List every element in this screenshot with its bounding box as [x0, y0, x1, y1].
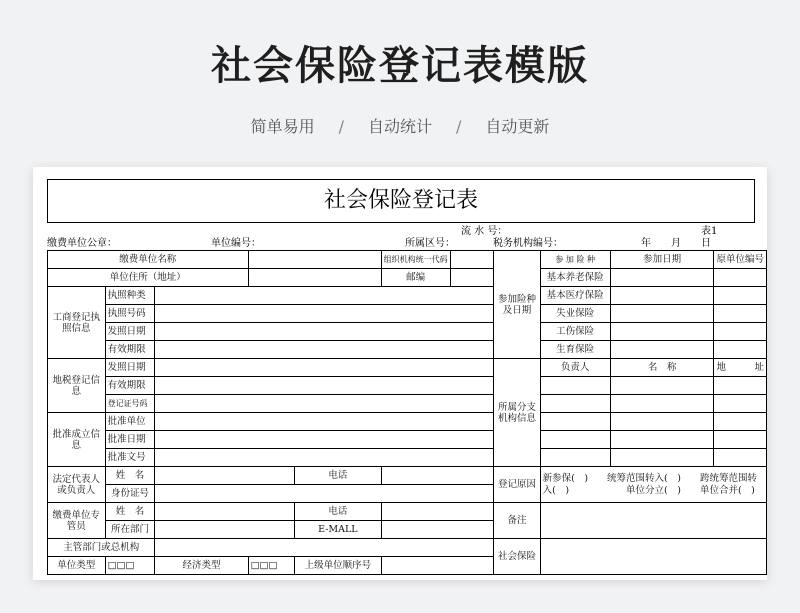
- approval-info-label: 批准成立信息: [48, 413, 106, 467]
- branch-4-name-field[interactable]: [610, 431, 714, 449]
- unit-name-field[interactable]: [248, 251, 381, 269]
- license-type-field[interactable]: [155, 287, 494, 305]
- branch-5-address-field[interactable]: [714, 449, 767, 467]
- subtitle: [0, 114, 800, 137]
- reg-reason-options[interactable]: 新参保( ) 统筹范围转入( ) 跨统筹范围转入( ) 单位分立( ) 单位合并( ): [540, 467, 766, 503]
- maternity-unit-field[interactable]: [714, 341, 767, 359]
- branch-1-address-field[interactable]: [714, 377, 767, 395]
- org-code-label: 组织机构统一代码: [381, 251, 450, 269]
- extra-section-field[interactable]: [540, 539, 766, 575]
- tax-valid-period-label: 有效期限: [105, 377, 155, 395]
- postcode-field[interactable]: [450, 269, 494, 287]
- form-date-label: 年 月 日: [641, 238, 711, 249]
- tax-issue-date-label: 发照日期: [105, 359, 155, 377]
- email-field[interactable]: [381, 521, 494, 539]
- unit-number-label: 单位编号：: [211, 238, 261, 249]
- postcode-label: 邮编: [381, 269, 450, 287]
- orig-unit-number-header: 原单位编号: [714, 251, 767, 269]
- admin-name-label: 姓 名: [105, 503, 155, 521]
- subtitle-item-easy: 简单易用: [250, 117, 315, 136]
- branch-1-manager-field[interactable]: [540, 377, 610, 395]
- valid-period-label: 有效期限: [105, 341, 155, 359]
- medical-date-field[interactable]: [610, 287, 714, 305]
- reg-cert-number-label: 登记证号码: [105, 395, 155, 413]
- pension-date-field[interactable]: [610, 269, 714, 287]
- branch-3-manager-field[interactable]: [540, 413, 610, 431]
- legal-rep-phone-field[interactable]: [381, 467, 494, 485]
- approval-doc-field[interactable]: [155, 449, 494, 467]
- tax-office-number-label: 税务机构编号：: [493, 238, 563, 249]
- branch-address-header: 地 址: [714, 359, 767, 377]
- approval-unit-label: 批准单位: [105, 413, 155, 431]
- admin-phone-field[interactable]: [381, 503, 494, 521]
- reg-cert-number-field[interactable]: [155, 395, 494, 413]
- branch-1-name-field[interactable]: [610, 377, 714, 395]
- medical-unit-field[interactable]: [714, 287, 767, 305]
- insurance-type-header: 参 加 险 种: [540, 251, 610, 269]
- legal-rep-name-field[interactable]: [155, 467, 295, 485]
- department-label: 所在部门: [105, 521, 155, 539]
- branches-label: 所属分支机构信息: [494, 359, 540, 467]
- form-preview-card: [33, 167, 767, 580]
- injury-unit-field[interactable]: [714, 323, 767, 341]
- address-field[interactable]: [248, 269, 381, 287]
- maternity-label: 生育保险: [540, 341, 610, 359]
- insurance-types-label: 参加险种及日期: [494, 251, 540, 359]
- injury-label: 工伤保险: [540, 323, 610, 341]
- issue-date-label: 发照日期: [105, 323, 155, 341]
- subtitle-separator: /: [456, 117, 462, 136]
- branch-name-header: 名 称: [610, 359, 714, 377]
- reg-reason-label: 登记原因: [494, 467, 540, 503]
- extra-section-label: 社会保险: [494, 539, 540, 575]
- branch-manager-header: 负责人: [540, 359, 610, 377]
- page-title: 社会保险登记表模版: [211, 43, 589, 89]
- unit-name-label: 缴费单位名称: [48, 251, 249, 269]
- econ-type-label: 经济类型: [155, 557, 248, 575]
- admin-phone-label: 电话: [295, 503, 381, 521]
- org-code-field[interactable]: [450, 251, 494, 269]
- branch-5-manager-field[interactable]: [540, 449, 610, 467]
- form-title: 社会保险登记表: [47, 179, 755, 223]
- legal-rep-name-label: 姓 名: [105, 467, 155, 485]
- branch-5-name-field[interactable]: [610, 449, 714, 467]
- legal-rep-label: 法定代表人或负责人: [48, 467, 106, 503]
- unemployment-label: 失业保险: [540, 305, 610, 323]
- department-field[interactable]: [155, 521, 295, 539]
- remarks-field[interactable]: [540, 503, 766, 539]
- parent-org-label: 主管部门或总机构: [48, 539, 155, 557]
- remarks-label: 备注: [494, 503, 540, 539]
- unit-type-label: 单位类型: [48, 557, 106, 575]
- subtitle-item-update: 自动更新: [485, 117, 550, 136]
- unit-type-boxes[interactable]: □□□: [105, 557, 155, 575]
- approval-date-field[interactable]: [155, 431, 494, 449]
- approval-date-label: 批准日期: [105, 431, 155, 449]
- subtitle-item-stats: 自动统计: [367, 117, 432, 136]
- approval-unit-field[interactable]: [155, 413, 494, 431]
- email-label: E-MALL: [295, 521, 381, 539]
- approval-doc-label: 批准文号: [105, 449, 155, 467]
- legal-rep-phone-label: 电话: [295, 467, 381, 485]
- subtitle-separator: /: [338, 117, 344, 136]
- parent-org-field[interactable]: [155, 539, 494, 557]
- branch-2-name-field[interactable]: [610, 395, 714, 413]
- pension-label: 基本养老保险: [540, 269, 610, 287]
- serial-number-label: 流 水 号：: [461, 226, 508, 237]
- upper-order-field[interactable]: [381, 557, 494, 575]
- legal-rep-id-field[interactable]: [155, 485, 494, 503]
- branch-4-address-field[interactable]: [714, 431, 767, 449]
- license-type-label: 执照种类: [105, 287, 155, 305]
- maternity-date-field[interactable]: [610, 341, 714, 359]
- pension-unit-field[interactable]: [714, 269, 767, 287]
- branch-4-manager-field[interactable]: [540, 431, 610, 449]
- tax-registration-label: 地税登记信息: [48, 359, 106, 413]
- injury-date-field[interactable]: [610, 323, 714, 341]
- upper-order-label: 上级单位顺序号: [295, 557, 381, 575]
- admin-label: 缴费单位专管员: [48, 503, 106, 539]
- join-date-header: 参加日期: [610, 251, 714, 269]
- district-number-label: 所属区号：: [405, 238, 455, 249]
- branch-2-manager-field[interactable]: [540, 395, 610, 413]
- branch-2-address-field[interactable]: [714, 395, 767, 413]
- admin-name-field[interactable]: [155, 503, 295, 521]
- unit-stamp-label: 缴费单位公章：: [47, 238, 117, 249]
- valid-period-field[interactable]: [155, 341, 494, 359]
- address-label: 单位住所（地址）: [48, 269, 249, 287]
- issue-date-field[interactable]: [155, 323, 494, 341]
- form-number: 表1: [701, 226, 718, 237]
- license-number-label: 执照号码: [105, 305, 155, 323]
- tax-issue-date-field[interactable]: [155, 359, 494, 377]
- branch-3-name-field[interactable]: [610, 413, 714, 431]
- econ-type-boxes[interactable]: □□□: [248, 557, 295, 575]
- branch-3-address-field[interactable]: [714, 413, 767, 431]
- tax-valid-period-field[interactable]: [155, 377, 494, 395]
- unemployment-date-field[interactable]: [610, 305, 714, 323]
- biz-registration-label: 工商登记执照信息: [48, 287, 106, 359]
- unemployment-unit-field[interactable]: [714, 305, 767, 323]
- medical-label: 基本医疗保险: [540, 287, 610, 305]
- license-number-field[interactable]: [155, 305, 494, 323]
- registration-form-grid: [47, 250, 767, 575]
- legal-rep-id-label: 身份证号: [105, 485, 155, 503]
